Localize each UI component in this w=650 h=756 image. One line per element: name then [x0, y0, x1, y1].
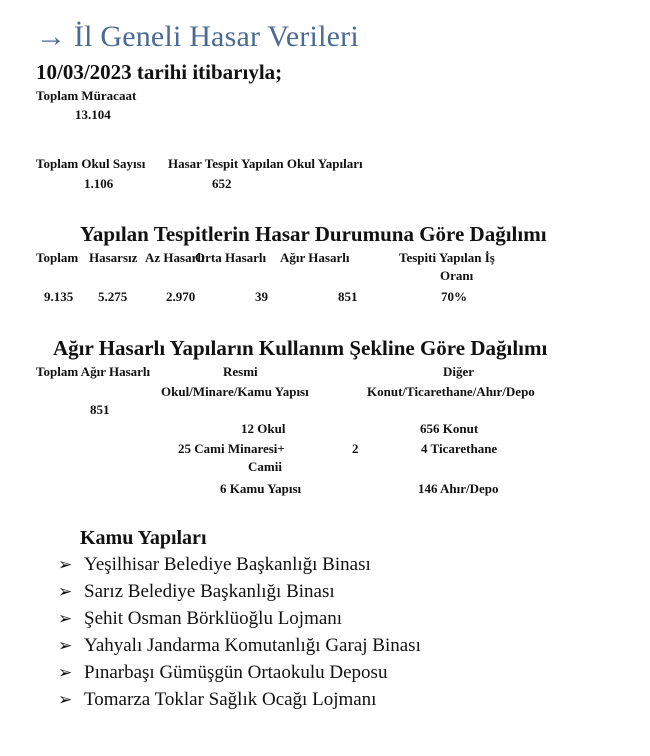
heavy-usage-title: Ağır Hasarlı Yapıların Kullanım Şekline Göre Dağılımı — [53, 336, 548, 360]
arrow-bullet-icon: ➢ — [58, 582, 73, 601]
value-medium: 39 — [255, 289, 268, 304]
value-total: 9.135 — [44, 289, 74, 304]
official-item-minaret: 25 Cami Minaresi+ — [178, 441, 285, 456]
official-item-minaret-2: Camii — [248, 459, 282, 474]
official-sub-label: Okul/Minare/Kamu Yapısı — [161, 384, 309, 399]
arrow-bullet-icon: ➢ — [58, 690, 73, 709]
list-item — [58, 554, 371, 576]
applications-value: 13.104 — [75, 107, 111, 122]
value-light: 2.970 — [166, 289, 196, 304]
list-item — [58, 635, 421, 657]
col-label-heavy: Ağır Hasarlı — [280, 250, 350, 265]
arrow-bullet-icon: ➢ — [58, 555, 73, 574]
page-title-text: İl Geneli Hasar Verileri — [73, 20, 359, 53]
applications-label: Toplam Müracaat — [36, 88, 137, 103]
schools-damaged-value: 652 — [212, 176, 232, 191]
list-item-text: Yahyalı Jandarma Komutanlığı Garaj Binası — [84, 635, 421, 656]
heavy-total-label: Toplam Ağır Hasarlı — [36, 364, 151, 379]
heavy-total-value: 851 — [90, 402, 110, 417]
col-label-total: Toplam — [36, 250, 79, 265]
schools-damaged-label: Hasar Tespit Yapılan Okul Yapıları — [168, 156, 363, 171]
other-label: Diğer — [443, 364, 475, 379]
list-item-text: Sarız Belediye Başkanlığı Binası — [84, 581, 335, 602]
official-item-school: 12 Okul — [241, 421, 286, 436]
list-item-text: Şehit Osman Börklüoğlu Lojmanı — [84, 608, 343, 629]
arrow-bullet-icon: ➢ — [58, 609, 73, 628]
list-item — [58, 662, 387, 684]
page-title — [36, 20, 359, 54]
col-label-progress-2: Oranı — [440, 268, 474, 283]
arrow-right-icon: → — [36, 20, 67, 53]
other-item-barn: 146 Ahır/Depo — [418, 481, 499, 496]
col-label-light: Az Hasarlı — [145, 250, 205, 265]
date-line: 10/03/2023 tarihi itibarıyla; — [36, 60, 283, 84]
value-undamaged: 5.275 — [98, 289, 128, 304]
col-label-medium: Orta Hasarlı — [195, 250, 267, 265]
schools-total-value: 1.106 — [84, 176, 114, 191]
value-progress: 70% — [441, 289, 467, 304]
arrow-bullet-icon: ➢ — [58, 636, 73, 655]
list-item — [58, 608, 342, 630]
list-item — [58, 689, 376, 711]
public-buildings-title: Kamu Yapıları — [80, 527, 207, 549]
col-label-progress: Tespiti Yapılan İş — [399, 250, 495, 265]
value-heavy: 851 — [338, 289, 358, 304]
middle-value: 2 — [352, 441, 359, 456]
other-sub-label: Konut/Ticarethane/Ahır/Depo — [367, 384, 535, 399]
list-item-text: Yeşilhisar Belediye Başkanlığı Binası — [84, 554, 371, 575]
col-label-undamaged: Hasarsız — [89, 250, 138, 265]
official-item-public: 6 Kamu Yapısı — [220, 481, 302, 496]
list-item-text: Pınarbaşı Gümüşgün Ortaokulu Deposu — [84, 662, 388, 683]
official-label: Resmi — [223, 364, 258, 379]
list-item — [58, 581, 335, 603]
list-item-text: Tomarza Toklar Sağlık Ocağı Lojmanı — [84, 689, 377, 710]
other-item-residence: 656 Konut — [420, 421, 479, 436]
schools-total-label: Toplam Okul Sayısı — [36, 156, 146, 171]
damage-distribution-title: Yapılan Tespitlerin Hasar Durumuna Göre Dağılımı — [80, 222, 547, 246]
other-item-commercial: 4 Ticarethane — [421, 441, 498, 456]
arrow-bullet-icon: ➢ — [58, 663, 73, 682]
